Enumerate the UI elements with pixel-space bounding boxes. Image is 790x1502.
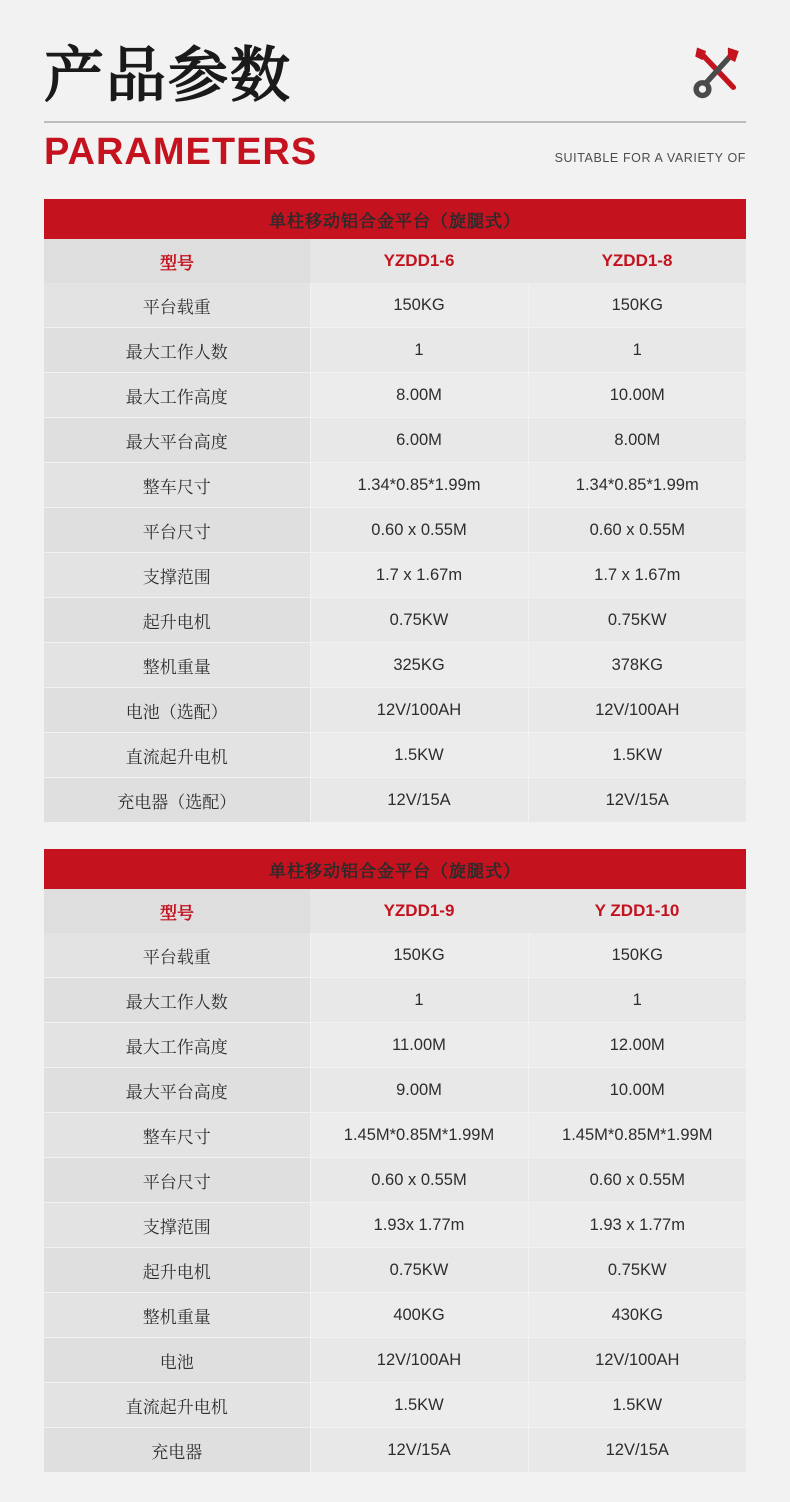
table-1-header-row <box>44 239 746 283</box>
row-label: 最大平台高度 <box>44 1068 310 1113</box>
row-value-1: 12V/15A <box>310 1428 528 1473</box>
row-value-2: 12V/15A <box>528 778 746 823</box>
row-value-1: 6.00M <box>310 418 528 463</box>
table-row <box>44 1023 746 1068</box>
table-row <box>44 1113 746 1158</box>
row-value-2: 10.00M <box>528 373 746 418</box>
row-value-1: 1.5KW <box>310 733 528 778</box>
table-row <box>44 1203 746 1248</box>
row-value-2: 0.60 x 0.55M <box>528 508 746 553</box>
table-row <box>44 978 746 1023</box>
row-value-1: 12V/15A <box>310 778 528 823</box>
row-label: 整车尺寸 <box>44 463 310 508</box>
row-value-1: 1.7 x 1.67m <box>310 553 528 598</box>
table-1-header-col2: YZDD1-8 <box>528 239 746 283</box>
row-label: 充电器（选配） <box>44 778 310 823</box>
table-row <box>44 933 746 978</box>
table-row <box>44 1293 746 1338</box>
row-value-1: 11.00M <box>310 1023 528 1068</box>
row-label: 最大工作人数 <box>44 328 310 373</box>
header-subrow <box>44 133 746 171</box>
row-value-2: 12V/15A <box>528 1428 746 1473</box>
row-value-2: 1.34*0.85*1.99m <box>528 463 746 508</box>
row-value-1: 1.93x 1.77m <box>310 1203 528 1248</box>
suitable-note: SUITABLE FOR A VARIETY OF <box>554 151 746 165</box>
table-1-banner: 单柱移动铝合金平台（旋腿式） <box>44 199 746 239</box>
row-value-2: 378KG <box>528 643 746 688</box>
row-value-2: 1.7 x 1.67m <box>528 553 746 598</box>
row-label: 直流起升电机 <box>44 733 310 778</box>
row-value-2: 12V/100AH <box>528 688 746 733</box>
row-value-2: 1 <box>528 328 746 373</box>
row-value-1: 325KG <box>310 643 528 688</box>
header-divider <box>44 121 746 123</box>
table-row <box>44 643 746 688</box>
table-row <box>44 1068 746 1113</box>
row-label: 整机重量 <box>44 643 310 688</box>
table-row <box>44 688 746 733</box>
row-value-2: 10.00M <box>528 1068 746 1113</box>
row-value-1: 150KG <box>310 283 528 328</box>
table-row <box>44 1248 746 1293</box>
row-value-1: 0.75KW <box>310 1248 528 1293</box>
row-value-1: 0.75KW <box>310 598 528 643</box>
row-value-1: 0.60 x 0.55M <box>310 508 528 553</box>
row-label: 最大工作高度 <box>44 373 310 418</box>
row-value-1: 12V/100AH <box>310 1338 528 1383</box>
row-value-2: 1.5KW <box>528 1383 746 1428</box>
row-value-2: 8.00M <box>528 418 746 463</box>
row-value-1: 150KG <box>310 933 528 978</box>
row-label: 电池 <box>44 1338 310 1383</box>
row-value-2: 150KG <box>528 283 746 328</box>
spec-table-1-wrapper <box>44 199 746 823</box>
table-row <box>44 1338 746 1383</box>
row-value-2: 12.00M <box>528 1023 746 1068</box>
row-value-1: 1.5KW <box>310 1383 528 1428</box>
row-value-1: 400KG <box>310 1293 528 1338</box>
table-2-header-col2: Y ZDD1-10 <box>528 889 746 933</box>
table-1-header-model: 型号 <box>44 239 310 283</box>
spec-table-2-wrapper <box>44 849 746 1473</box>
row-value-2: 1 <box>528 978 746 1023</box>
row-value-2: 430KG <box>528 1293 746 1338</box>
row-value-2: 1.93 x 1.77m <box>528 1203 746 1248</box>
table-row <box>44 553 746 598</box>
row-label: 支撑范围 <box>44 1203 310 1248</box>
table-1-banner-row <box>44 199 746 239</box>
table-2-header-row <box>44 889 746 933</box>
row-value-2: 12V/100AH <box>528 1338 746 1383</box>
row-label: 平台尺寸 <box>44 508 310 553</box>
spec-table-2 <box>44 849 746 1473</box>
table-row <box>44 733 746 778</box>
row-label: 最大平台高度 <box>44 418 310 463</box>
row-label: 起升电机 <box>44 598 310 643</box>
page-title-cn: 产品参数 <box>44 42 292 109</box>
table-row <box>44 373 746 418</box>
row-label: 直流起升电机 <box>44 1383 310 1428</box>
row-label: 平台尺寸 <box>44 1158 310 1203</box>
table-2-banner-row <box>44 849 746 889</box>
table-2-header-model: 型号 <box>44 889 310 933</box>
row-label: 整机重量 <box>44 1293 310 1338</box>
row-label: 支撑范围 <box>44 553 310 598</box>
row-value-2: 0.75KW <box>528 1248 746 1293</box>
row-value-1: 8.00M <box>310 373 528 418</box>
table-row <box>44 1428 746 1473</box>
row-label: 平台载重 <box>44 933 310 978</box>
row-value-2: 150KG <box>528 933 746 978</box>
spec-table-1 <box>44 199 746 823</box>
page-header <box>0 0 790 171</box>
table-2-banner: 单柱移动铝合金平台（旋腿式） <box>44 849 746 889</box>
row-label: 最大工作高度 <box>44 1023 310 1068</box>
row-value-2: 1.45M*0.85M*1.99M <box>528 1113 746 1158</box>
table-row <box>44 1158 746 1203</box>
table-row <box>44 418 746 463</box>
table-row <box>44 508 746 553</box>
row-value-1: 0.60 x 0.55M <box>310 1158 528 1203</box>
table-row <box>44 328 746 373</box>
row-label: 电池（选配） <box>44 688 310 733</box>
table-row <box>44 283 746 328</box>
tools-icon <box>688 42 746 100</box>
row-value-1: 1 <box>310 978 528 1023</box>
row-value-2: 1.5KW <box>528 733 746 778</box>
row-label: 起升电机 <box>44 1248 310 1293</box>
row-value-2: 0.60 x 0.55M <box>528 1158 746 1203</box>
row-label: 平台载重 <box>44 283 310 328</box>
row-value-2: 0.75KW <box>528 598 746 643</box>
table-2-header-col1: YZDD1-9 <box>310 889 528 933</box>
table-row <box>44 778 746 823</box>
row-label: 充电器 <box>44 1428 310 1473</box>
row-value-1: 9.00M <box>310 1068 528 1113</box>
row-value-1: 1.34*0.85*1.99m <box>310 463 528 508</box>
row-label: 最大工作人数 <box>44 978 310 1023</box>
page-title-en: PARAMETERS <box>44 131 318 173</box>
table-1-header-col1: YZDD1-6 <box>310 239 528 283</box>
table-row <box>44 598 746 643</box>
row-value-1: 12V/100AH <box>310 688 528 733</box>
row-label: 整车尺寸 <box>44 1113 310 1158</box>
table-row <box>44 1383 746 1428</box>
row-value-1: 1 <box>310 328 528 373</box>
row-value-1: 1.45M*0.85M*1.99M <box>310 1113 528 1158</box>
table-row <box>44 463 746 508</box>
